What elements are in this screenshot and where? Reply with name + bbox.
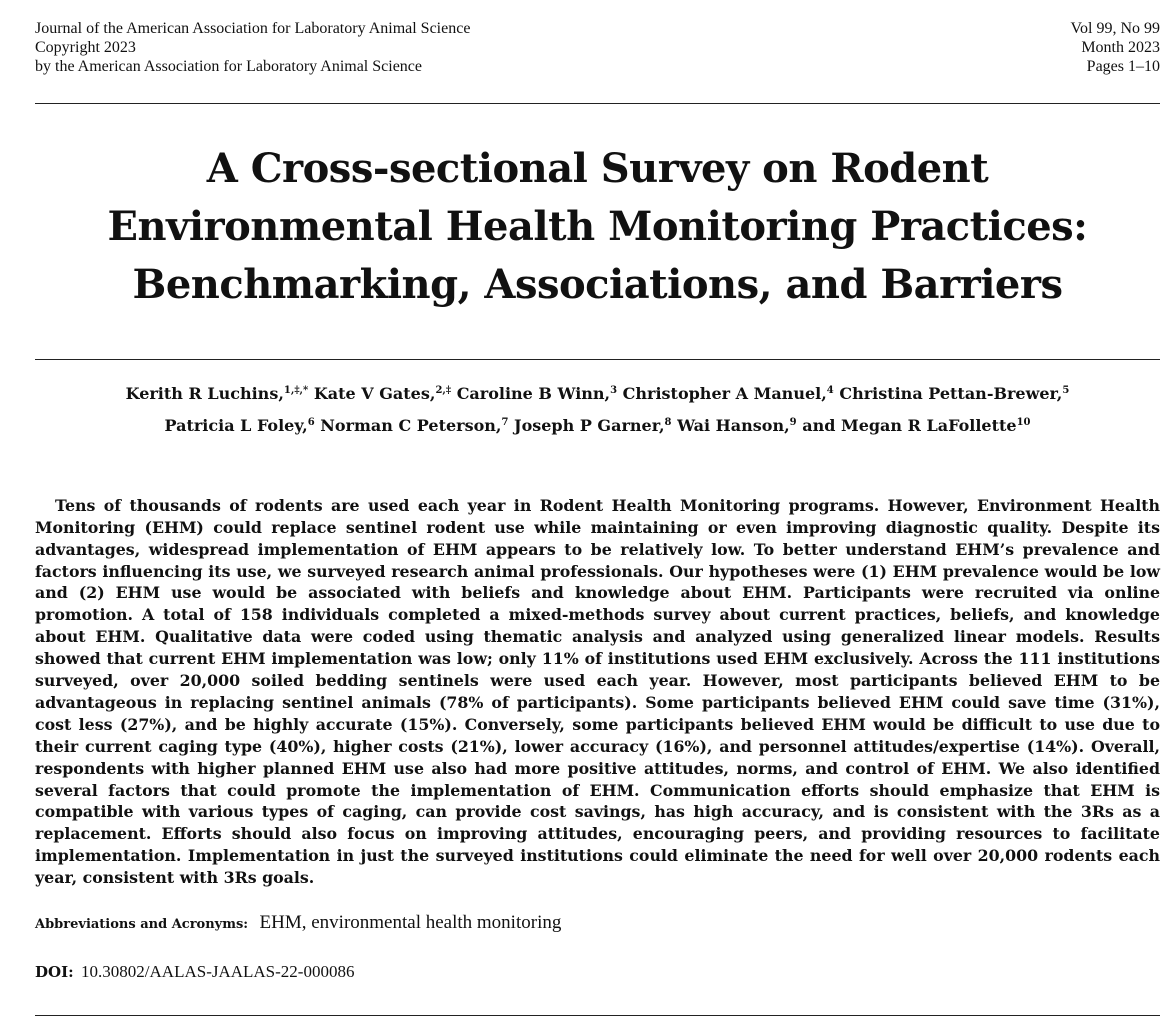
author: Christina Pettan-Brewer,$^5$ [839,384,1070,403]
doi [35,961,354,983]
title-divider [35,359,1160,360]
author: and Megan R LaFollette$^{10}$ [802,416,1031,435]
paper-title [35,140,1160,314]
abbreviations [35,912,1160,936]
author: Christopher A Manuel,$^4$ [622,384,834,403]
author-list [35,378,1160,442]
volume-number: Vol 99, No 99 [1070,20,1160,37]
author-line-1 [35,378,1160,410]
author: Joseph P Garner,$^8$ [514,416,672,435]
footer-divider [35,1015,1160,1016]
journal-info [35,19,470,76]
title-line: Benchmarking, Associations, and Barriers [132,261,1063,308]
abstract-text: Tens of thousands of rodents are used each year in Rodent Health Monitoring programs. However, Environment Health Monitoring (EHM) could replace sentinel rodent use while maintaining or even improving diagnostic quality. Despite its advantages, widespread implementation of EHM appears to be relatively low. To better understand EHM’s prevalence and factors influencing its use, we surveyed research animal professionals. Our hypotheses were (1) EHM prevalence would be low and (2) EHM use would be associated with beliefs and knowledge about EHM. Participants were recruited via online promotion. A total of 158 individuals completed a mixed-methods survey about current practices, beliefs, and knowledge about EHM. Qualitative data were coded using thematic analysis and analyzed using generalized linear models. Results showed that current EHM implementation was low; only 11% of institutions used EHM exclusively. Across the 111 institutions surveyed, over 20,000 soiled bedding sentinels were used each year. However, most participants believed EHM to be advantageous in replacing sentinel animals (78% of participants). Some participants believed EHM could save time (31%), cost less (27%), and be highly accurate (15%). Conversely, some participants believed EHM would be difficult to use due to their current caging type (40%), higher costs (21%), lower accuracy (16%), and personnel attitudes/expertise (14%). Overall, respondents with higher planned EHM use also had more positive attitudes, norms, and control of EHM. We also identified several factors that could promote the implementation of EHM. Communication efforts should emphasize that EHM is compatible with various types of caging, can provide cost savings, has high accuracy, and is consistent with the 3Rs as a replacement. Efforts should also focus on improving attitudes, encouraging peers, and providing resources to facilitate implementation. Implementation in just the surveyed institutions could eliminate the need for well over 20,000 rodents each year, consistent with 3Rs goals. [35,495,1160,888]
issue-date: Month 2023 [1081,39,1160,56]
doi-label: DOI: [35,963,74,981]
abbreviations-value: EHM, environmental health monitoring [259,912,562,933]
issue-info [1071,19,1161,76]
copyright-year: Copyright 2023 [35,39,136,56]
journal-name: Journal of the American Association for Laboratory Animal Science [35,20,471,37]
author: Patricia L Foley,$^6$ [164,416,315,435]
copyright-holder: by the American Association for Laboratory Animal Science [35,58,422,75]
author-line-2 [35,410,1160,442]
header-divider [35,103,1160,104]
doi-value[interactable]: 10.30802/AALAS-JAALAS-22-000086 [81,962,355,981]
title-line: A Cross-sectional Survey on Rodent [206,145,989,192]
author: Caroline B Winn,$^3$ [456,384,618,403]
abbreviations-label: Abbreviations and Acronyms: [35,917,249,932]
author: Kate V Gates,$^{2,\ddagger}$ [313,384,452,403]
author: Norman C Peterson,$^7$ [320,416,509,435]
author: Wai Hanson,$^9$ [677,416,797,435]
page-range: Pages 1–10 [1086,58,1160,75]
title-line: Environmental Health Monitoring Practices: [107,203,1088,250]
author: Kerith R Luchins,$^{1,\ddagger,*}$ [125,384,309,403]
